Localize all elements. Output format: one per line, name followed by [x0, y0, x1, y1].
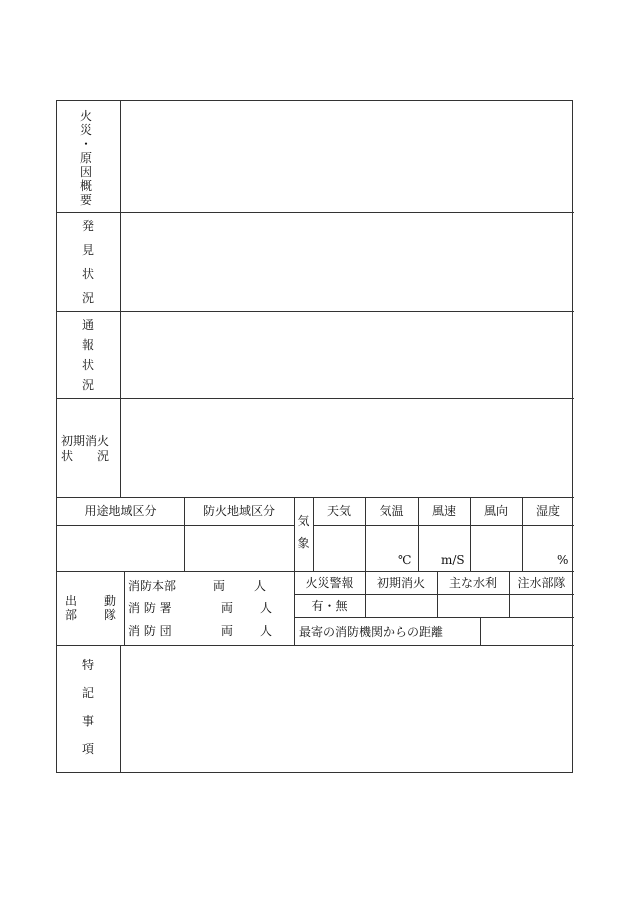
weather-sky-value[interactable]	[314, 526, 365, 571]
discovery-label	[81, 219, 95, 305]
label-char: 状	[81, 267, 94, 281]
fire-cause-field[interactable]	[121, 101, 574, 212]
label-char: 象	[297, 536, 310, 550]
remarks-field[interactable]	[121, 646, 574, 773]
weather-wind-dir-value[interactable]	[471, 526, 522, 571]
divider	[124, 571, 125, 645]
label-char: 通	[81, 318, 94, 332]
person-unit: 人	[254, 579, 267, 593]
dispatch-row-name: 消防本部	[128, 579, 177, 593]
label-char: 況	[81, 291, 94, 305]
weather-header-wind-dir: 風向	[483, 504, 508, 518]
weather-header-humidity: 湿度	[535, 504, 560, 518]
dispatch-row-name: 消 防 団	[128, 624, 172, 638]
fire-zone-value[interactable]	[185, 526, 294, 571]
label-char: 報	[81, 338, 94, 352]
person-unit: 人	[260, 624, 273, 638]
label-char: 事	[81, 714, 94, 728]
land-use-value[interactable]	[57, 526, 184, 571]
label-char: 項	[81, 742, 94, 756]
humidity-unit: %	[557, 553, 569, 567]
fire-alarm-header: 火災警報	[305, 576, 354, 590]
dispatch-row-name: 消 防 署	[128, 601, 172, 615]
initial-extinguish-value[interactable]	[366, 595, 437, 617]
initial-extinguish-header: 初期消火	[376, 576, 425, 590]
vehicle-unit: 両	[221, 601, 234, 615]
fire-cause-label	[79, 109, 93, 207]
land-use-header: 用途地域区分	[84, 504, 157, 518]
report-field[interactable]	[121, 312, 574, 398]
label-char: 記	[81, 686, 94, 700]
initial-label-line2: 状 況	[61, 449, 110, 463]
water-source-header: 主な水利	[448, 576, 497, 590]
weather-label	[294, 514, 313, 550]
label-char: 状	[81, 358, 94, 372]
label-char: 災	[79, 123, 92, 137]
water-unit-value[interactable]	[510, 595, 574, 617]
weather-header-temp: 気温	[379, 504, 404, 518]
temp-unit: ℃	[398, 553, 412, 567]
distance-label: 最寄の消防機関からの距離	[299, 625, 444, 639]
label-char: 火	[79, 109, 92, 123]
label-char: 気	[297, 514, 310, 528]
remarks-label	[81, 658, 95, 756]
discovery-field[interactable]	[121, 213, 574, 311]
label-char: 隊	[103, 608, 116, 622]
distance-value[interactable]	[481, 618, 574, 645]
weather-header-sky: 天気	[326, 504, 351, 518]
wind-speed-unit: m/S	[441, 553, 465, 567]
weather-header-wind-speed: 風速	[431, 504, 456, 518]
initial-label-line1: 初期消火	[61, 434, 110, 448]
fire-alarm-value[interactable]: 有・無	[311, 599, 348, 613]
label-char: 原	[79, 151, 92, 165]
fire-zone-header: 防火地域区分	[202, 504, 275, 518]
label-char: 因	[79, 165, 92, 179]
label-char: 見	[81, 243, 94, 257]
water-source-value[interactable]	[438, 595, 509, 617]
divider	[57, 497, 574, 498]
report-label	[81, 318, 95, 392]
label-char: 部	[64, 608, 77, 622]
label-char: ・	[79, 137, 92, 151]
fire-report-form	[56, 100, 573, 773]
initial-field[interactable]	[121, 399, 574, 497]
label-char: 概	[79, 179, 92, 193]
label-char: 要	[79, 193, 92, 207]
label-char: 特	[81, 658, 94, 672]
water-unit-header: 注水部隊	[517, 576, 566, 590]
vehicle-unit: 両	[221, 624, 234, 638]
divider	[57, 571, 574, 572]
dispatch-label-left	[64, 594, 78, 622]
label-char: 況	[81, 378, 94, 392]
label-char: 動	[103, 594, 116, 608]
person-unit: 人	[260, 601, 273, 615]
dispatch-label-right	[103, 594, 117, 622]
label-char: 発	[81, 219, 94, 233]
vehicle-unit: 両	[213, 579, 226, 593]
label-char: 出	[64, 594, 77, 608]
